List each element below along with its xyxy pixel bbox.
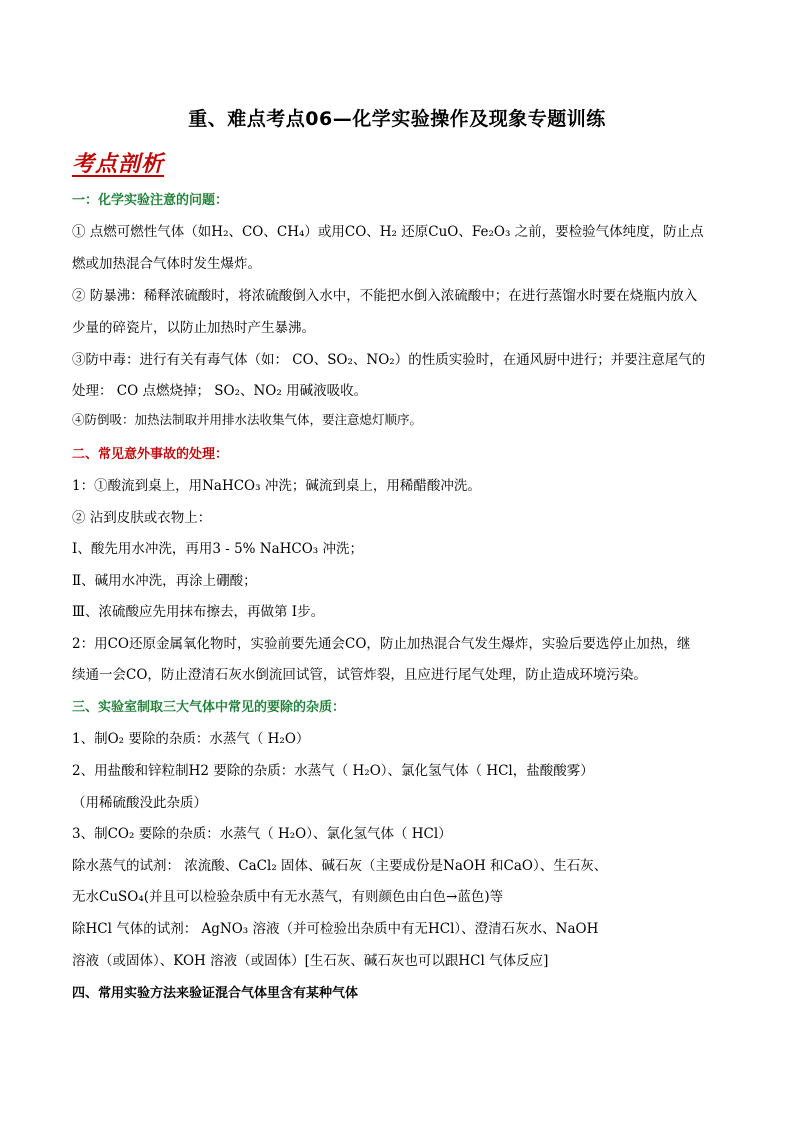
section-heading: 考点剖析 [72, 151, 165, 177]
paragraph-line: Ⅲ、浓硫酸应先用抹布擦去，再做第 I步。 [72, 604, 325, 620]
paragraph-line: Ⅱ、碱用水冲洗，再涂上硼酸； [72, 573, 257, 589]
paragraph-line: ④防倒吸：加热法制取并用排水法收集气体，要注意熄灯顺序。 [72, 412, 423, 427]
heading-2: 二、常见意外事故的处理： [72, 447, 229, 462]
paragraph-line: ③防中毒：进行有关有毒气体（如： CO、SO₂、NO₂）的性质实验时，在通风厨中进行；并要注意尾气的 [72, 352, 706, 368]
paragraph-line: 除HCl 气体的试剂： AgNO₃ 溶液（并可检验出杂质中有无HCl）、澄清石灰水、NaOH [72, 921, 599, 937]
paragraph-line: ② 沾到皮肤或衣物上： [72, 510, 212, 526]
paragraph-line: 燃或加热混合气体时发生爆炸。 [72, 256, 261, 272]
heading-1: 一：化学实验注意的问题： [72, 193, 229, 208]
paragraph-line: 1：①酸流到桌上，用NaHCO₃ 冲洗；碱流到桌上，用稀醋酸冲洗。 [72, 478, 481, 494]
paragraph-line: 处理： CO 点燃烧掉； SO₂、NO₂ 用碱液吸收。 [72, 383, 368, 399]
paragraph-line: 除水蒸气的试剂： 浓流酸、CaCl₂ 固体、碱石灰（主要成份是NaOH 和CaO）、生石灰、 [72, 858, 608, 874]
page-title: 重、难点考点06—化学实验操作及现象专题训练 [188, 108, 606, 130]
paragraph-line: 续通一会CO，防止澄清石灰水倒流回试管，试管炸裂，且应进行尾气处理，防止造成环境污染。 [72, 667, 647, 683]
paragraph-line: Ⅰ、酸先用水冲洗，再用3 - 5% NaHCO₃ 冲洗； [72, 541, 364, 557]
paragraph-line: 少量的碎瓷片，以防止加热时产生暴沸。 [72, 320, 315, 336]
paragraph-line: 溶液（或固体）、KOH 溶液（或固体）[生石灰、碱石灰也可以跟HCl 气体反应] [72, 953, 549, 969]
paragraph-line: 2：用CO还原金属氧化物时，实验前要先通会CO，防止加热混合气发生爆炸，实验后要选停止加热，继 [72, 636, 691, 652]
heading-4: 四、常用实验方法来验证混合气体里含有某种气体 [72, 986, 359, 1001]
heading-3: 三、实验室制取三大气体中常见的要除的杂质： [72, 700, 346, 715]
paragraph-line: ① 点燃可燃性气体（如H₂、CO、CH₄）或用CO、H₂ 还原CuO、Fe₂O₃ 之前，要检验气体纯度，防止点 [72, 224, 704, 240]
paragraph-line: ② 防暴沸：稀释浓硫酸时，将浓硫酸倒入水中，不能把水倒入浓硫酸中；在进行蒸馏水时要在烧瓶内放入 [72, 288, 698, 304]
paragraph-line: 3、制CO₂ 要除的杂质：水蒸气（ H₂O）、氯化氢气体（ HCl） [72, 826, 452, 842]
paragraph-line: 无水CuSO₄(并且可以检验杂质中有无水蒸气，有则颜色由白色→蓝色)等 [72, 889, 504, 905]
paragraph-line: 1、制O₂ 要除的杂质：水蒸气（ H₂O） [72, 731, 310, 747]
paragraph-line: （用稀硫酸没此杂质） [72, 795, 207, 811]
paragraph-line: 2、用盐酸和锌粒制H2 要除的杂质：水蒸气（ H₂O）、氯化氢气体（ HCl，盐酸酸雾） [72, 763, 594, 779]
